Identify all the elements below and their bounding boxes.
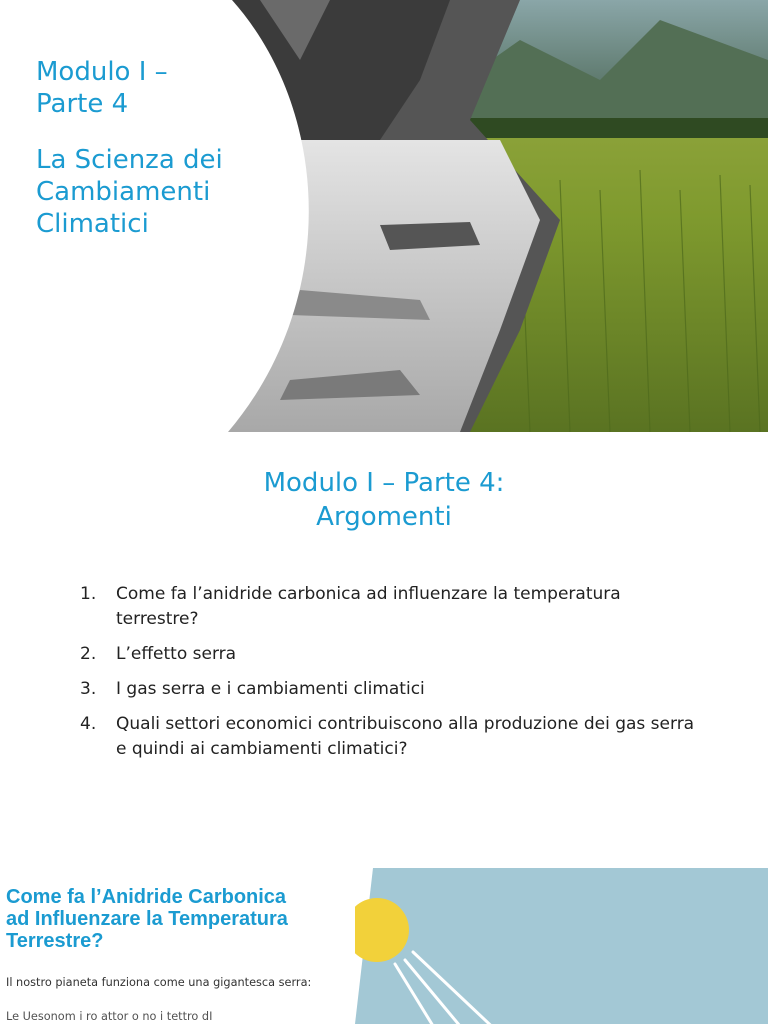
topics-title-line: Modulo I – Parte 4: — [263, 468, 505, 498]
list-item — [80, 582, 700, 632]
topics-list — [80, 582, 700, 772]
body-line: Il nostro pianeta funziona come una gigantesca serra: — [6, 976, 312, 989]
list-number: 2. — [80, 644, 97, 664]
co2-title-line: ad Influenzare la Temperatura — [6, 908, 288, 930]
title-line: Parte 4 — [36, 89, 129, 119]
list-number: 1. — [80, 584, 97, 604]
co2-slide-title — [6, 886, 346, 952]
list-item — [80, 677, 700, 702]
list-number: 3. — [80, 679, 97, 699]
co2-slide-body — [6, 975, 351, 1024]
topics-title — [0, 466, 768, 534]
greenhouse-illustration — [355, 868, 768, 1024]
title-slide — [0, 0, 768, 432]
title-line: Cambiamenti — [36, 177, 211, 207]
title-line: Climatici — [36, 209, 149, 239]
title-line: Modulo I – — [36, 57, 168, 87]
list-text: Quali settori economici contribuiscono alla produzione dei gas serra e quindi ai cambiamenti climatici? — [116, 714, 695, 759]
co2-slide — [0, 838, 768, 1024]
topics-slide — [0, 432, 768, 838]
list-number: 4. — [80, 714, 97, 734]
list-text: L’effetto serra — [116, 644, 237, 664]
topics-title-line: Argomenti — [316, 502, 452, 532]
title-line: La Scienza dei — [36, 145, 223, 175]
title-slide-heading — [36, 56, 296, 240]
list-item — [80, 712, 700, 762]
body-line: Le Uesonom i ro attor o no i tettro dI — [6, 1010, 213, 1023]
co2-title-line: Terrestre? — [6, 930, 104, 952]
list-text: I gas serra e i cambiamenti climatici — [116, 679, 425, 699]
list-text: Come fa l’anidride carbonica ad influenzare la temperatura terrestre? — [116, 584, 621, 629]
list-item — [80, 642, 700, 667]
co2-title-line: Come fa l’Anidride Carbonica — [6, 886, 287, 908]
